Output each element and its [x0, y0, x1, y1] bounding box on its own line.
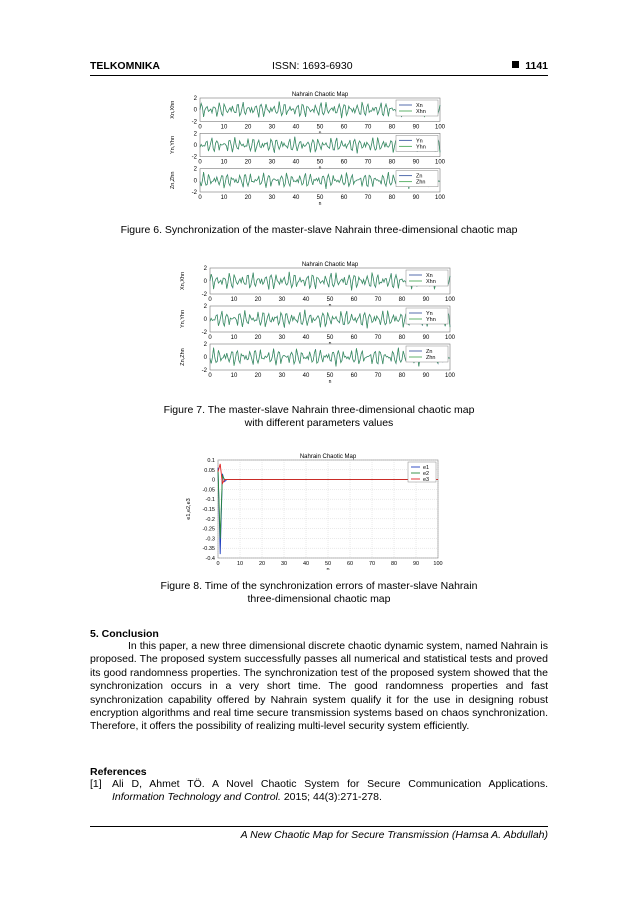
fig7-legend-label: Zhn — [426, 355, 436, 361]
fig6-ytick-label: 2 — [193, 96, 197, 102]
conclusion-heading: 5. Conclusion — [90, 628, 159, 640]
figure-7-caption — [90, 404, 548, 430]
fig6-legend-label: Xhn — [416, 109, 426, 115]
fig6-xtick-label: 60 — [340, 124, 348, 131]
fig7-xtick-label: 60 — [350, 335, 358, 341]
fig6-ytick-label: -2 — [191, 154, 197, 161]
fig6-ylabel: Xn,Xhn — [170, 100, 176, 119]
fig7-xtick-label: 40 — [302, 373, 310, 379]
fig7-xtick-label: 70 — [374, 335, 382, 341]
fig8-xlabel: n — [326, 567, 330, 570]
fig8-legend-label: e1 — [423, 465, 430, 471]
fig8-xtick-label: 40 — [302, 561, 310, 567]
fig8-title: Nahrain Chaotic Map — [299, 454, 357, 460]
fig7-xlabel: n — [328, 379, 332, 385]
fig7-ytick-label: 2 — [203, 304, 207, 310]
reference-number: [1] — [90, 778, 102, 790]
fig7-legend-label: Yhn — [426, 317, 436, 323]
page-header — [90, 60, 548, 76]
fig6-ytick-label: -2 — [191, 119, 197, 126]
fig8-ytick-label: -0.35 — [202, 546, 215, 553]
reference-details: 2015; 44(3):271-278. — [283, 791, 382, 804]
fig6-xtick-label: 20 — [244, 159, 252, 166]
issn: ISSN: 1693-6930 — [272, 60, 353, 72]
fig6-xtick-label: 10 — [220, 195, 228, 201]
fig7-ytick-label: 2 — [203, 266, 207, 272]
figure-8-caption-line2: three-dimensional chaotic map — [247, 593, 391, 605]
fig7-xtick-label: 50 — [326, 373, 334, 379]
fig7-xtick-label: 30 — [278, 373, 286, 379]
fig6-xtick-label: 30 — [268, 195, 276, 201]
fig7-xtick-label: 50 — [326, 297, 334, 303]
fig8-ytick-label: -0.15 — [202, 507, 215, 513]
footer-rule — [90, 826, 548, 827]
fig8-ytick-label: -0.25 — [202, 526, 215, 533]
bullet-square-icon — [512, 61, 519, 68]
fig7-legend-label: Zn — [426, 349, 433, 355]
fig6-ytick-label: -2 — [191, 190, 197, 196]
fig6-xtick-label: 50 — [316, 195, 324, 201]
header-rule — [90, 75, 548, 76]
fig7-legend-label: Xn — [426, 273, 433, 279]
fig6-xtick-label: 0 — [198, 124, 202, 131]
fig6-xlabel: n — [318, 201, 322, 207]
fig6-xtick-label: 30 — [268, 124, 276, 131]
fig8-xtick-label: 90 — [412, 561, 420, 567]
fig7-ylabel: Zn,Zhn — [180, 348, 186, 366]
fig7-xtick-label: 20 — [254, 335, 262, 341]
fig6-title: Nahrain Chaotic Map — [291, 92, 349, 98]
fig6-xtick-label: 100 — [434, 159, 446, 166]
fig7-xtick-label: 80 — [398, 335, 406, 341]
fig6-xtick-label: 20 — [244, 195, 252, 201]
fig6-xtick-label: 70 — [364, 195, 372, 201]
fig6-xtick-label: 50 — [316, 124, 324, 131]
fig7-xtick-label: 90 — [422, 373, 430, 379]
fig7-xtick-label: 40 — [302, 335, 310, 341]
fig6-xtick-label: 80 — [388, 159, 396, 166]
figure-7-caption-line2: with different parameters values — [244, 417, 394, 429]
fig8-legend-label: e2 — [423, 471, 430, 477]
fig6-xtick-label: 60 — [340, 195, 348, 201]
fig6-xtick-label: 70 — [364, 159, 372, 166]
fig6-xtick-label: 80 — [388, 124, 396, 131]
conclusion-paragraph: In this paper, a new three dimensional discrete chaotic dynamic system, named Nahrain is proposed. The proposed system successfully passes all numerical and statistical tests and proved its good randomness properties. The synchronization test of the proposed system showed that the synchronization occurs in a very short time. The good randomness properties and fast synchronization capability offered by Nahrain system qualify it for the use in designing robust encryption algorithms and real time secure transmission systems based on chaos synchronization. Therefore, it offers the possibility of realizing multi-level security system efficiently. — [90, 640, 548, 733]
fig6-xtick-label: 90 — [412, 195, 420, 201]
fig6-xtick-label: 40 — [292, 159, 300, 166]
fig7-legend-label: Xhn — [426, 279, 436, 285]
fig8-xtick-label: 60 — [346, 561, 354, 567]
figure-6-caption: Figure 6. Synchronization of the master-slave Nahrain three-dimensional chaotic map — [120, 224, 518, 236]
fig8-xtick-label: 10 — [236, 561, 244, 567]
fig7-ytick-label: -2 — [201, 292, 207, 298]
fig8-xtick-label: 70 — [368, 561, 376, 567]
page-footer: A New Chaotic Map for Secure Transmission (Hamsa A. Abdullah) — [240, 829, 548, 841]
fig6-xtick-label: 50 — [316, 159, 324, 166]
fig8-xtick-label: 0 — [216, 561, 220, 567]
fig6-xtick-label: 30 — [268, 159, 276, 166]
fig7-xtick-label: 30 — [278, 297, 286, 303]
fig6-xtick-label: 0 — [198, 195, 202, 201]
fig7-xtick-label: 80 — [398, 373, 406, 379]
fig6-ylabel: Yn,Yhn — [170, 135, 176, 155]
figure-8-caption — [90, 580, 548, 606]
fig7-title: Nahrain Chaotic Map — [301, 262, 359, 268]
fig8-ytick-label: 0.1 — [207, 458, 215, 464]
references-heading: References — [90, 766, 147, 778]
fig7-ytick-label: 0 — [203, 279, 207, 285]
fig6-ytick-label: 2 — [193, 131, 197, 138]
fig6-ylabel: Zn,Zhn — [170, 171, 176, 190]
figure-7-chart — [170, 258, 470, 388]
fig6-xtick-label: 10 — [220, 124, 228, 131]
fig8-xtick-label: 50 — [324, 561, 332, 567]
fig7-legend-label: Yn — [426, 311, 433, 317]
fig7-xtick-label: 70 — [374, 373, 382, 379]
fig8-xtick-label: 100 — [433, 561, 443, 567]
fig7-xtick-label: 40 — [302, 297, 310, 303]
fig7-ytick-label: 0 — [203, 355, 207, 361]
fig6-xtick-label: 100 — [434, 195, 446, 201]
fig8-ylabel: e1,e2,e3 — [186, 498, 192, 520]
fig6-xtick-label: 60 — [340, 159, 348, 166]
fig8-ytick-label: -0.3 — [205, 536, 215, 543]
fig6-ytick-label: 0 — [193, 178, 197, 185]
fig6-xtick-label: 100 — [434, 124, 446, 131]
fig7-xtick-label: 20 — [254, 373, 262, 379]
fig8-ytick-label: 0.05 — [204, 467, 215, 474]
fig6-xtick-label: 10 — [220, 159, 228, 166]
fig7-xtick-label: 10 — [230, 335, 238, 341]
fig8-ytick-label: 0 — [211, 477, 215, 484]
fig6-xtick-label: 90 — [412, 159, 420, 166]
fig7-xtick-label: 100 — [444, 297, 456, 303]
fig7-xtick-label: 90 — [422, 335, 430, 341]
fig7-ytick-label: 0 — [203, 317, 207, 323]
fig6-xtick-label: 0 — [198, 159, 202, 166]
fig8-ytick-label: -0.1 — [205, 497, 215, 504]
fig7-xtick-label: 0 — [208, 335, 212, 341]
fig6-xtick-label: 70 — [364, 124, 372, 131]
figure-6-chart — [160, 88, 460, 210]
figure-7-caption-line1: Figure 7. The master-slave Nahrain three-dimensional chaotic map — [163, 404, 475, 416]
fig7-xtick-label: 60 — [350, 373, 358, 379]
fig7-xtick-label: 80 — [398, 297, 406, 303]
fig8-legend-label: e3 — [423, 477, 430, 483]
fig7-xtick-label: 100 — [444, 335, 456, 341]
fig7-xtick-label: 50 — [326, 335, 334, 341]
fig8-ytick-label: -0.4 — [205, 556, 215, 562]
journal-name: TELKOMNIKA — [90, 60, 160, 72]
fig7-xtick-label: 10 — [230, 373, 238, 379]
fig6-legend-label: Yn — [416, 138, 423, 145]
fig6-ytick-label: 2 — [193, 166, 197, 173]
reference-authors: Ali D, Ahmet TÖ. A Novel Chaotic System for Secure Communication Applications. — [112, 778, 548, 790]
figure-8-chart — [180, 450, 450, 570]
fig7-xtick-label: 30 — [278, 335, 286, 341]
fig7-xtick-label: 0 — [208, 297, 212, 303]
reference-item — [90, 778, 548, 805]
fig7-ylabel: Yn,Yhn — [180, 309, 186, 329]
fig8-xtick-label: 30 — [280, 561, 288, 567]
fig7-xtick-label: 10 — [230, 297, 238, 303]
fig7-ytick-label: 2 — [203, 342, 207, 348]
fig6-ytick-label: 0 — [193, 143, 197, 149]
fig6-xtick-label: 90 — [412, 124, 420, 131]
page-number: 1141 — [525, 60, 548, 72]
fig7-ytick-label: -2 — [201, 368, 207, 374]
fig6-xtick-label: 40 — [292, 195, 300, 201]
fig6-legend-label: Xn — [416, 103, 423, 109]
fig7-ylabel: Xn,Xhn — [180, 271, 186, 291]
fig6-ytick-label: 0 — [193, 107, 197, 114]
fig7-xtick-label: 90 — [422, 297, 430, 303]
page-number-block — [512, 60, 548, 72]
fig6-legend-label: Yhn — [416, 144, 426, 151]
fig8-ytick-label: -0.05 — [202, 487, 215, 494]
fig8-ytick-label: -0.2 — [205, 516, 215, 523]
fig7-xtick-label: 70 — [374, 297, 382, 303]
fig6-xtick-label: 20 — [244, 124, 252, 131]
fig8-xtick-label: 80 — [390, 561, 398, 567]
fig7-xtick-label: 0 — [208, 373, 212, 379]
fig7-xtick-label: 20 — [254, 297, 262, 303]
reference-journal: Information Technology and Control. — [112, 791, 281, 804]
fig6-legend-label: Zn — [416, 173, 423, 180]
fig7-ytick-label: -2 — [201, 330, 207, 336]
fig7-xtick-label: 100 — [444, 373, 456, 379]
fig7-xtick-label: 60 — [350, 297, 358, 303]
fig6-xtick-label: 80 — [388, 195, 396, 201]
figure-8-caption-line1: Figure 8. Time of the synchronization errors of master-slave Nahrain — [160, 580, 478, 592]
fig6-xtick-label: 40 — [292, 124, 300, 131]
fig6-legend-label: Zhn — [416, 179, 426, 186]
reference-text — [112, 778, 548, 805]
fig8-xtick-label: 20 — [258, 561, 266, 567]
